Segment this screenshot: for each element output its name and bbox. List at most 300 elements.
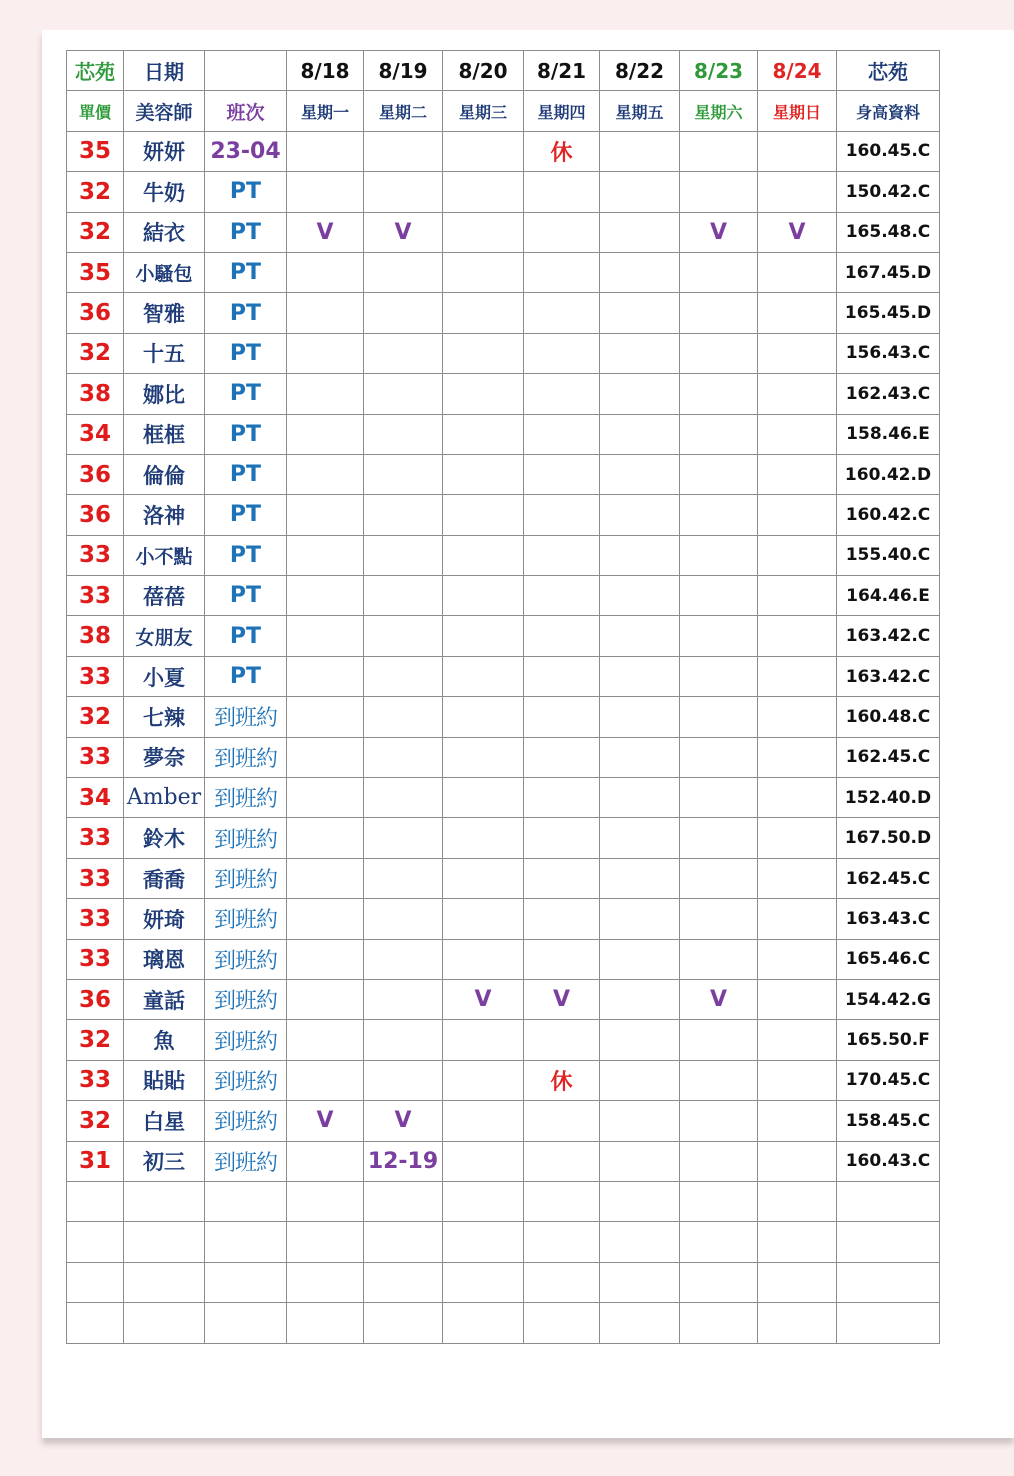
schedule-cell [364, 979, 443, 1019]
schedule-cell [524, 212, 600, 252]
table-row [67, 616, 940, 656]
schedule-mark-v: V [364, 212, 443, 252]
empty-cell [364, 1303, 443, 1343]
stylist-name-cell: 小不點 [124, 535, 205, 575]
schedule-cell [758, 131, 837, 171]
empty-cell [680, 1303, 758, 1343]
schedule-cell [287, 1060, 364, 1100]
schedule-cell [758, 616, 837, 656]
table-row [67, 293, 940, 333]
date-header-sun: 8/24 [758, 51, 837, 91]
schedule-cell [600, 1020, 680, 1060]
stylist-name-cell: Amber [124, 778, 205, 818]
schedule-mark-v: V [758, 212, 837, 252]
price-cell: 35 [67, 131, 124, 171]
price-cell: 33 [67, 1060, 124, 1100]
schedule-cell [680, 576, 758, 616]
price-cell: 34 [67, 778, 124, 818]
stylist-name-cell: 小騷包 [124, 252, 205, 292]
schedule-cell [364, 1020, 443, 1060]
shift-cell: PT [205, 454, 287, 494]
schedule-cell [600, 1060, 680, 1100]
price-cell: 33 [67, 737, 124, 777]
shift-cell: PT [205, 293, 287, 333]
schedule-mark-time: 12-19 [364, 1141, 443, 1181]
schedule-cell [364, 252, 443, 292]
height-data-cell: 160.42.C [837, 495, 940, 535]
schedule-cell [680, 1101, 758, 1141]
schedule-cell [600, 818, 680, 858]
schedule-cell [364, 858, 443, 898]
stylist-name-cell: 娜比 [124, 374, 205, 414]
schedule-cell [287, 576, 364, 616]
stylist-name-cell: 白星 [124, 1101, 205, 1141]
empty-cell [124, 1222, 205, 1262]
schedule-cell [364, 293, 443, 333]
brand-label-right: 芯苑 [837, 51, 940, 91]
schedule-cell [287, 131, 364, 171]
schedule-cell [680, 374, 758, 414]
stylist-name-cell: 倫倫 [124, 454, 205, 494]
schedule-cell [287, 1020, 364, 1060]
table-row [67, 535, 940, 575]
height-data-cell: 167.50.D [837, 818, 940, 858]
price-cell: 36 [67, 979, 124, 1019]
schedule-cell [758, 293, 837, 333]
empty-cell [524, 1181, 600, 1221]
schedule-cell [758, 495, 837, 535]
schedule-cell [758, 414, 837, 454]
schedule-cell [364, 131, 443, 171]
shift-cell: PT [205, 374, 287, 414]
schedule-cell [443, 414, 524, 454]
schedule-cell [600, 858, 680, 898]
schedule-cell [680, 1020, 758, 1060]
stylist-name-cell: 璃恩 [124, 939, 205, 979]
schedule-cell [680, 333, 758, 373]
empty-cell [524, 1262, 600, 1302]
table-row [67, 979, 940, 1019]
stylist-name-cell: 蓓蓓 [124, 576, 205, 616]
schedule-cell [758, 979, 837, 1019]
schedule-mark-v: V [524, 979, 600, 1019]
price-cell: 32 [67, 212, 124, 252]
schedule-cell [524, 818, 600, 858]
schedule-cell [443, 172, 524, 212]
schedule-cell [524, 616, 600, 656]
schedule-cell [443, 374, 524, 414]
schedule-cell [758, 172, 837, 212]
schedule-cell [364, 1060, 443, 1100]
schedule-cell [287, 737, 364, 777]
shift-cell: PT [205, 656, 287, 696]
schedule-cell [524, 293, 600, 333]
schedule-cell [600, 414, 680, 454]
schedule-cell [758, 535, 837, 575]
header-row-dates [67, 51, 940, 91]
price-cell: 32 [67, 333, 124, 373]
schedule-cell [287, 414, 364, 454]
stylist-name-cell: 小夏 [124, 656, 205, 696]
table-row [67, 576, 940, 616]
schedule-cell [443, 616, 524, 656]
stylist-name-cell: 七辣 [124, 697, 205, 737]
empty-cell [67, 1222, 124, 1262]
price-cell: 33 [67, 858, 124, 898]
schedule-cell [364, 454, 443, 494]
price-cell: 35 [67, 252, 124, 292]
weekday-header-thu: 星期四 [524, 91, 600, 131]
schedule-cell [600, 454, 680, 494]
shift-cell: 到班約 [205, 899, 287, 939]
empty-cell [205, 1181, 287, 1221]
shift-cell: PT [205, 333, 287, 373]
schedule-cell [758, 899, 837, 939]
table-row [67, 1020, 940, 1060]
height-data-cell: 162.45.C [837, 737, 940, 777]
schedule-cell [680, 778, 758, 818]
empty-cell [205, 1303, 287, 1343]
schedule-table [66, 50, 940, 1344]
height-data-cell: 155.40.C [837, 535, 940, 575]
schedule-cell [524, 1020, 600, 1060]
stylist-name-cell: 女朋友 [124, 616, 205, 656]
schedule-cell [758, 576, 837, 616]
schedule-cell [443, 333, 524, 373]
height-data-cell: 163.43.C [837, 899, 940, 939]
table-row [67, 1101, 940, 1141]
height-data-cell: 160.42.D [837, 454, 940, 494]
table-row [67, 333, 940, 373]
height-data-cell: 165.48.C [837, 212, 940, 252]
table-row [67, 212, 940, 252]
schedule-cell [758, 1060, 837, 1100]
schedule-cell [758, 858, 837, 898]
schedule-cell [287, 858, 364, 898]
schedule-cell [680, 697, 758, 737]
schedule-cell [680, 454, 758, 494]
schedule-cell [364, 899, 443, 939]
price-cell: 34 [67, 414, 124, 454]
shift-cell: 到班約 [205, 778, 287, 818]
schedule-mark-v: V [443, 979, 524, 1019]
price-cell: 36 [67, 495, 124, 535]
schedule-cell [443, 778, 524, 818]
schedule-mark-v: V [680, 212, 758, 252]
height-data-cell: 162.45.C [837, 858, 940, 898]
schedule-cell [364, 939, 443, 979]
shift-cell: PT [205, 495, 287, 535]
empty-cell [205, 1262, 287, 1302]
schedule-mark-v: V [364, 1101, 443, 1141]
price-cell: 38 [67, 374, 124, 414]
empty-cell [443, 1303, 524, 1343]
stylist-name-cell: 喬喬 [124, 858, 205, 898]
empty-cell [364, 1222, 443, 1262]
schedule-cell [524, 576, 600, 616]
price-cell: 33 [67, 899, 124, 939]
schedule-cell [287, 293, 364, 333]
height-data-cell: 156.43.C [837, 333, 940, 373]
schedule-cell [680, 131, 758, 171]
empty-cell [680, 1262, 758, 1302]
schedule-cell [364, 778, 443, 818]
empty-row [67, 1262, 940, 1302]
shift-cell: PT [205, 616, 287, 656]
empty-cell [600, 1303, 680, 1343]
empty-cell [680, 1181, 758, 1221]
schedule-cell [758, 454, 837, 494]
schedule-cell [680, 656, 758, 696]
header-row-weekdays [67, 91, 940, 131]
empty-cell [524, 1303, 600, 1343]
schedule-cell [287, 939, 364, 979]
shift-cell: 到班約 [205, 858, 287, 898]
schedule-cell [443, 1141, 524, 1181]
weekday-header-tue: 星期二 [364, 91, 443, 131]
schedule-cell [364, 414, 443, 454]
schedule-cell [758, 374, 837, 414]
height-data-cell: 163.42.C [837, 656, 940, 696]
table-row [67, 172, 940, 212]
table-row [67, 737, 940, 777]
schedule-cell [524, 778, 600, 818]
schedule-cell [680, 414, 758, 454]
schedule-cell [680, 818, 758, 858]
schedule-cell [524, 454, 600, 494]
stylist-name-cell: 夢奈 [124, 737, 205, 777]
schedule-cell [524, 939, 600, 979]
price-cell: 36 [67, 293, 124, 333]
weekday-header-wed: 星期三 [443, 91, 524, 131]
price-cell: 32 [67, 1101, 124, 1141]
shift-cell: 到班約 [205, 1141, 287, 1181]
schedule-cell [758, 737, 837, 777]
schedule-cell [680, 293, 758, 333]
table-row [67, 939, 940, 979]
schedule-cell [443, 656, 524, 696]
empty-cell [67, 1262, 124, 1302]
schedule-cell [287, 495, 364, 535]
schedule-cell [364, 737, 443, 777]
stylist-name-cell: 妍琦 [124, 899, 205, 939]
schedule-cell [287, 535, 364, 575]
schedule-cell [758, 778, 837, 818]
shift-cell: 到班約 [205, 818, 287, 858]
schedule-cell [600, 212, 680, 252]
height-data-cell: 165.50.F [837, 1020, 940, 1060]
schedule-cell [524, 172, 600, 212]
schedule-cell [443, 1020, 524, 1060]
schedule-cell [287, 1141, 364, 1181]
schedule-cell [287, 616, 364, 656]
height-data-cell: 167.45.D [837, 252, 940, 292]
schedule-cell [443, 858, 524, 898]
price-cell: 33 [67, 939, 124, 979]
schedule-cell [524, 414, 600, 454]
schedule-cell [287, 172, 364, 212]
schedule-cell [443, 818, 524, 858]
height-data-cell: 160.48.C [837, 697, 940, 737]
shift-cell: 到班約 [205, 1020, 287, 1060]
price-cell: 32 [67, 697, 124, 737]
empty-cell [758, 1262, 837, 1302]
empty-cell [600, 1262, 680, 1302]
empty-cell [67, 1181, 124, 1221]
schedule-cell [287, 979, 364, 1019]
schedule-cell [287, 454, 364, 494]
stylist-name-cell: 洛神 [124, 495, 205, 535]
empty-cell [287, 1303, 364, 1343]
schedule-cell [600, 778, 680, 818]
schedule-cell [600, 495, 680, 535]
schedule-cell [524, 333, 600, 373]
schedule-cell [680, 737, 758, 777]
table-row [67, 778, 940, 818]
stylist-name-cell: 牛奶 [124, 172, 205, 212]
schedule-cell [758, 1141, 837, 1181]
schedule-cell [524, 697, 600, 737]
schedule-cell [680, 1060, 758, 1100]
empty-cell [837, 1181, 940, 1221]
height-data-cell: 170.45.C [837, 1060, 940, 1100]
schedule-cell [443, 131, 524, 171]
stylist-name-cell: 結衣 [124, 212, 205, 252]
schedule-cell [524, 1101, 600, 1141]
price-cell: 33 [67, 535, 124, 575]
table-row [67, 818, 940, 858]
empty-cell [287, 1262, 364, 1302]
schedule-cell [524, 374, 600, 414]
date-header-thu: 8/21 [524, 51, 600, 91]
schedule-cell [524, 656, 600, 696]
schedule-cell [600, 1101, 680, 1141]
schedule-cell [443, 576, 524, 616]
table-row [67, 454, 940, 494]
weekday-header-sat: 星期六 [680, 91, 758, 131]
schedule-cell [287, 252, 364, 292]
date-header-tue: 8/19 [364, 51, 443, 91]
price-cell: 33 [67, 576, 124, 616]
empty-cell [680, 1222, 758, 1262]
schedule-cell [680, 939, 758, 979]
stylist-name-cell: 十五 [124, 333, 205, 373]
empty-cell [600, 1222, 680, 1262]
price-cell: 31 [67, 1141, 124, 1181]
shift-cell: 23-04 [205, 131, 287, 171]
weekday-header-mon: 星期一 [287, 91, 364, 131]
schedule-cell [524, 535, 600, 575]
schedule-cell [443, 939, 524, 979]
stylist-label: 美容師 [124, 91, 205, 131]
height-data-cell: 164.46.E [837, 576, 940, 616]
date-header-mon: 8/18 [287, 51, 364, 91]
schedule-mark-off: 休 [524, 1060, 600, 1100]
table-row [67, 1060, 940, 1100]
date-header-sat: 8/23 [680, 51, 758, 91]
table-row [67, 656, 940, 696]
empty-cell [758, 1222, 837, 1262]
schedule-cell [680, 616, 758, 656]
height-data-cell: 152.40.D [837, 778, 940, 818]
schedule-cell [758, 818, 837, 858]
empty-cell [524, 1222, 600, 1262]
schedule-cell [287, 818, 364, 858]
empty-cell [758, 1303, 837, 1343]
empty-cell [837, 1222, 940, 1262]
height-data-cell: 165.46.C [837, 939, 940, 979]
shift-cell: PT [205, 414, 287, 454]
schedule-cell [364, 495, 443, 535]
price-cell: 38 [67, 616, 124, 656]
price-cell: 33 [67, 818, 124, 858]
empty-cell [837, 1262, 940, 1302]
schedule-cell [600, 172, 680, 212]
schedule-cell [600, 979, 680, 1019]
schedule-mark-v: V [287, 1101, 364, 1141]
schedule-cell [287, 697, 364, 737]
schedule-cell [364, 535, 443, 575]
schedule-cell [443, 535, 524, 575]
shift-cell: PT [205, 576, 287, 616]
schedule-cell [758, 1101, 837, 1141]
schedule-cell [287, 374, 364, 414]
schedule-cell [600, 374, 680, 414]
schedule-cell [524, 252, 600, 292]
height-data-cell: 158.45.C [837, 1101, 940, 1141]
height-data-cell: 158.46.E [837, 414, 940, 454]
empty-cell [124, 1181, 205, 1221]
schedule-cell [600, 333, 680, 373]
schedule-cell [364, 697, 443, 737]
price-cell: 32 [67, 172, 124, 212]
schedule-cell [443, 252, 524, 292]
height-data-cell: 154.42.G [837, 979, 940, 1019]
schedule-cell [600, 616, 680, 656]
schedule-cell [364, 576, 443, 616]
table-row [67, 374, 940, 414]
schedule-cell [524, 737, 600, 777]
shift-cell: 到班約 [205, 939, 287, 979]
price-label: 單價 [67, 91, 124, 131]
schedule-cell [364, 818, 443, 858]
schedule-cell [680, 495, 758, 535]
table-row [67, 252, 940, 292]
schedule-cell [443, 1101, 524, 1141]
empty-cell [758, 1181, 837, 1221]
shift-cell: 到班約 [205, 697, 287, 737]
shift-cell: PT [205, 252, 287, 292]
schedule-cell [758, 697, 837, 737]
schedule-cell [600, 252, 680, 292]
schedule-cell [680, 172, 758, 212]
schedule-cell [600, 899, 680, 939]
schedule-cell [443, 293, 524, 333]
brand-label-left: 芯苑 [67, 51, 124, 91]
schedule-cell [758, 939, 837, 979]
empty-row [67, 1303, 940, 1343]
stylist-name-cell: 初三 [124, 1141, 205, 1181]
date-label: 日期 [124, 51, 205, 91]
schedule-cell [443, 212, 524, 252]
empty-cell [67, 1303, 124, 1343]
shift-cell: 到班約 [205, 1060, 287, 1100]
empty-cell [364, 1181, 443, 1221]
stylist-name-cell: 妍妍 [124, 131, 205, 171]
stylist-name-cell: 魚 [124, 1020, 205, 1060]
stylist-name-cell: 智雅 [124, 293, 205, 333]
stylist-name-cell: 貼貼 [124, 1060, 205, 1100]
